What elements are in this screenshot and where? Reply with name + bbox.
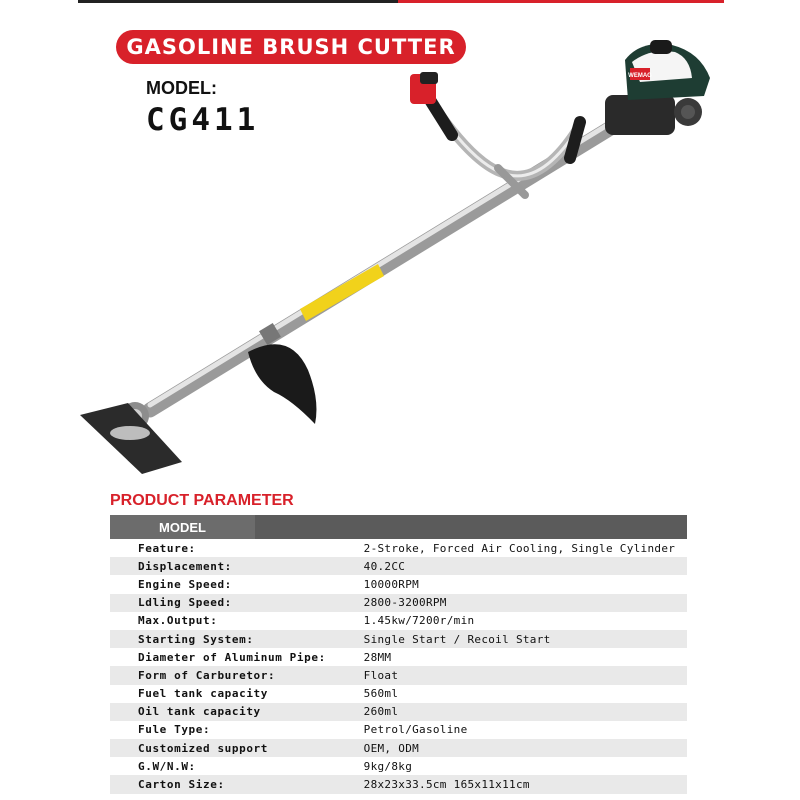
param-label: Feature:	[138, 541, 196, 555]
param-value: Float	[363, 668, 399, 682]
table-row	[110, 557, 687, 575]
table-row	[110, 575, 687, 593]
brand-badge: WEMAG	[628, 73, 652, 79]
param-value: 10000RPM	[363, 577, 420, 591]
table-row	[110, 775, 687, 793]
param-value: 560ml	[363, 687, 399, 701]
param-label: Carton Size:	[138, 778, 225, 792]
param-value: 28MM	[363, 650, 392, 664]
table-row	[110, 757, 687, 775]
param-label: G.W/N.W:	[138, 759, 196, 773]
top-decor-line-dark	[78, 0, 398, 3]
engine	[605, 40, 710, 135]
table-row	[110, 648, 687, 666]
param-value: 28x23x33.5cm 165x11x11cm	[363, 778, 530, 792]
model-label: MODEL:	[146, 78, 217, 98]
blade-guard	[248, 344, 316, 424]
table-row	[110, 739, 687, 757]
param-value: 2-Stroke, Forced Air Cooling, Single Cylinder	[363, 541, 676, 555]
param-value: OEM, ODM	[363, 741, 420, 755]
table-row	[110, 594, 687, 612]
param-value: 1.45kw/7200r/min	[363, 614, 475, 628]
table-row	[110, 666, 687, 684]
table-row	[110, 630, 687, 648]
model-code: CG411	[146, 102, 260, 138]
param-value: 260ml	[363, 705, 399, 719]
table-row	[110, 612, 687, 630]
table-row	[110, 685, 687, 703]
table-header-model: MODEL	[110, 515, 255, 539]
param-value: 9kg/8kg	[363, 759, 413, 773]
param-label: Engine Speed:	[138, 577, 232, 591]
param-label: Fule Type:	[138, 723, 211, 737]
param-label: Form of Carburetor:	[138, 668, 276, 682]
table-row	[110, 539, 687, 557]
parameter-table	[110, 515, 687, 794]
shaft-label	[300, 264, 384, 321]
param-value: Single Start / Recoil Start	[363, 632, 551, 646]
top-decor-line-red	[398, 0, 724, 3]
brush-cutter-illustration	[70, 30, 750, 490]
param-label: Customized support	[138, 741, 269, 755]
table-row	[110, 721, 687, 739]
param-label: Fuel tank capacity	[138, 687, 269, 701]
param-label: Max.Output:	[138, 614, 218, 628]
table-row	[110, 703, 687, 721]
param-label: Starting System:	[138, 632, 254, 646]
param-label: Displacement:	[138, 559, 232, 573]
param-value: 2800-3200RPM	[363, 596, 447, 610]
product-parameter-heading: PRODUCT PARAMETER	[110, 492, 294, 509]
param-label: Oil tank capacity	[138, 705, 261, 719]
param-label: Ldling Speed:	[138, 596, 232, 610]
param-value: 40.2CC	[363, 559, 406, 573]
param-label: Diameter of Aluminum Pipe:	[138, 650, 326, 664]
table-header-row	[110, 515, 687, 539]
param-value: Petrol/Gasoline	[363, 723, 468, 737]
product-title: GASOLINE BRUSH CUTTER	[126, 35, 456, 59]
